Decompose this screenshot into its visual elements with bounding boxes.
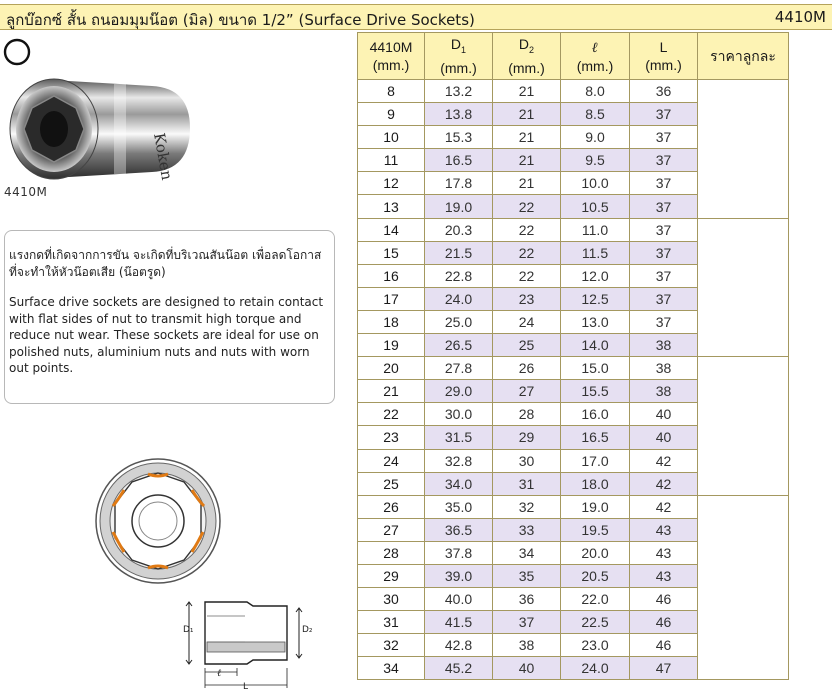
cell-price: [698, 357, 789, 496]
cell-size: 14: [358, 218, 425, 241]
cell-d1: 36.5: [425, 518, 493, 541]
cell-d2: 25: [493, 334, 561, 357]
cell-length: 43: [630, 564, 698, 587]
cell-ell: 9.5: [561, 149, 630, 172]
cell-d1: 19.0: [425, 195, 493, 218]
cell-size: 32: [358, 634, 425, 657]
table-row: [358, 495, 789, 518]
cell-d1: 42.8: [425, 634, 493, 657]
cell-length: 38: [630, 357, 698, 380]
cell-d2: 36: [493, 588, 561, 611]
cell-length: 46: [630, 634, 698, 657]
header-d2: $D_2$ (mm.): [493, 33, 561, 80]
cell-size: 16: [358, 264, 425, 287]
cell-d1: 34.0: [425, 472, 493, 495]
l-label: L: [243, 682, 249, 692]
cell-ell: 19.0: [561, 495, 630, 518]
cell-size: 8: [358, 80, 425, 103]
cell-d2: 38: [493, 634, 561, 657]
cell-d1: 41.5: [425, 611, 493, 634]
socket-side-view-diagram: [175, 596, 325, 694]
description-box: [4, 230, 335, 404]
cell-length: 38: [630, 334, 698, 357]
cell-d2: 26: [493, 357, 561, 380]
cell-size: 29: [358, 564, 425, 587]
header-size: 4410M (mm.): [358, 33, 425, 80]
cell-ell: 14.0: [561, 334, 630, 357]
cell-length: 37: [630, 149, 698, 172]
cell-length: 37: [630, 195, 698, 218]
cell-ell: 8.5: [561, 103, 630, 126]
cell-d2: 22: [493, 195, 561, 218]
cell-d1: 27.8: [425, 357, 493, 380]
cell-ell: 12.0: [561, 264, 630, 287]
cell-ell: 22.5: [561, 611, 630, 634]
cell-d2: 23: [493, 287, 561, 310]
cell-d2: 33: [493, 518, 561, 541]
cell-length: 37: [630, 218, 698, 241]
cell-length: 37: [630, 241, 698, 264]
table-header-row: [358, 33, 789, 80]
cell-ell: 23.0: [561, 634, 630, 657]
cell-d2: 22: [493, 218, 561, 241]
cell-d2: 31: [493, 472, 561, 495]
cell-size: 15: [358, 241, 425, 264]
description-english: Surface drive sockets are designed to retain contact with flat sides of nut to transmit high torque and reduce nut wear. These sockets are ideal for use on polished nuts, aluminium nuts and nuts with worn out points.: [9, 295, 324, 375]
header-length: L (mm.): [630, 33, 698, 80]
d1-label: D₁: [183, 625, 194, 635]
cell-ell: 11.0: [561, 218, 630, 241]
cell-d1: 39.0: [425, 564, 493, 587]
cell-d1: 20.3: [425, 218, 493, 241]
cell-ell: 16.0: [561, 403, 630, 426]
cell-d2: 34: [493, 541, 561, 564]
cell-d1: 22.8: [425, 264, 493, 287]
cell-length: 36: [630, 80, 698, 103]
cell-d1: 31.5: [425, 426, 493, 449]
cell-ell: 22.0: [561, 588, 630, 611]
cell-ell: 15.0: [561, 357, 630, 380]
cell-length: 38: [630, 380, 698, 403]
cell-size: 11: [358, 149, 425, 172]
cell-d1: 40.0: [425, 588, 493, 611]
cell-size: 26: [358, 495, 425, 518]
cell-d1: 26.5: [425, 334, 493, 357]
cell-d2: 22: [493, 241, 561, 264]
cell-size: 24: [358, 449, 425, 472]
photo-caption: 4410M: [4, 185, 48, 199]
cell-d2: 21: [493, 80, 561, 103]
cell-d2: 30: [493, 449, 561, 472]
cell-size: 21: [358, 380, 425, 403]
cell-length: 40: [630, 403, 698, 426]
cell-d1: 16.5: [425, 149, 493, 172]
product-code: 4410M: [774, 8, 826, 26]
cell-ell: 24.0: [561, 657, 630, 680]
cell-d1: 21.5: [425, 241, 493, 264]
cell-length: 37: [630, 287, 698, 310]
header-ell: ℓ (mm.): [561, 33, 630, 80]
svg-text:Koken: Koken: [150, 131, 177, 182]
cell-d2: 40: [493, 657, 561, 680]
cell-size: 10: [358, 126, 425, 149]
cell-price: [698, 80, 789, 219]
header-price: ราคาลูกละ: [698, 33, 789, 80]
cell-size: 17: [358, 287, 425, 310]
cell-length: 43: [630, 518, 698, 541]
cell-size: 23: [358, 426, 425, 449]
cell-price: [698, 495, 789, 680]
cell-size: 34: [358, 657, 425, 680]
socket-photo: [4, 72, 190, 184]
cell-ell: 16.5: [561, 426, 630, 449]
cell-size: 28: [358, 541, 425, 564]
cell-d1: 30.0: [425, 403, 493, 426]
cell-size: 9: [358, 103, 425, 126]
cell-ell: 15.5: [561, 380, 630, 403]
cell-d2: 21: [493, 149, 561, 172]
cell-ell: 20.0: [561, 541, 630, 564]
cell-length: 46: [630, 611, 698, 634]
d2-label: D₂: [302, 625, 313, 635]
table-row: [358, 80, 789, 103]
cell-length: 37: [630, 126, 698, 149]
cell-d2: 21: [493, 172, 561, 195]
cell-ell: 20.5: [561, 564, 630, 587]
cell-ell: 13.0: [561, 310, 630, 333]
cell-d2: 27: [493, 380, 561, 403]
cell-ell: 11.5: [561, 241, 630, 264]
cell-length: 42: [630, 472, 698, 495]
cell-ell: 12.5: [561, 287, 630, 310]
cell-ell: 10.5: [561, 195, 630, 218]
cell-length: 42: [630, 495, 698, 518]
cell-d2: 29: [493, 426, 561, 449]
cell-size: 27: [358, 518, 425, 541]
description-thai: แรงกดที่เกิดจากการขัน จะเกิดที่บริเวณสันน๊อต เพื่อลดโอกาสที่จะทำให้หัวน๊อตเสีย (น๊อตรูด): [9, 248, 322, 279]
cell-size: 22: [358, 403, 425, 426]
cell-d1: 25.0: [425, 310, 493, 333]
cell-d1: 15.3: [425, 126, 493, 149]
cell-length: 40: [630, 426, 698, 449]
cell-d2: 22: [493, 264, 561, 287]
cell-length: 47: [630, 657, 698, 680]
cell-d1: 13.2: [425, 80, 493, 103]
cell-size: 13: [358, 195, 425, 218]
cell-size: 18: [358, 310, 425, 333]
cell-d2: 28: [493, 403, 561, 426]
hexagon-icon: [3, 38, 31, 66]
cell-d1: 35.0: [425, 495, 493, 518]
cell-size: 25: [358, 472, 425, 495]
cell-size: 20: [358, 357, 425, 380]
table-row: [358, 357, 789, 380]
cell-d1: 13.8: [425, 103, 493, 126]
page-title: ลูกบ๊อกซ์ สั้น ถนอมมุมน๊อต (มิล) ขนาด 1/2” (Surface Drive Sockets): [6, 11, 475, 29]
cell-d2: 21: [493, 126, 561, 149]
cell-size: 31: [358, 611, 425, 634]
cell-d1: 24.0: [425, 287, 493, 310]
cell-ell: 19.5: [561, 518, 630, 541]
header-bar: [0, 4, 832, 30]
table-row: [358, 218, 789, 241]
cell-size: 19: [358, 334, 425, 357]
cell-d2: 24: [493, 310, 561, 333]
cell-length: 37: [630, 310, 698, 333]
ell-label: ℓ: [217, 668, 222, 679]
cell-ell: 17.0: [561, 449, 630, 472]
cell-d2: 32: [493, 495, 561, 518]
cell-d2: 35: [493, 564, 561, 587]
cell-length: 37: [630, 172, 698, 195]
cell-price: [698, 218, 789, 357]
cell-length: 46: [630, 588, 698, 611]
cell-ell: 8.0: [561, 80, 630, 103]
cell-d1: 45.2: [425, 657, 493, 680]
header-d1: $D_1$ (mm.): [425, 33, 493, 80]
cell-length: 43: [630, 541, 698, 564]
socket-top-view-diagram: [88, 456, 228, 586]
cell-length: 37: [630, 264, 698, 287]
cell-length: 37: [630, 103, 698, 126]
cell-d1: 17.8: [425, 172, 493, 195]
cell-d1: 29.0: [425, 380, 493, 403]
cell-ell: 18.0: [561, 472, 630, 495]
cell-d1: 37.8: [425, 541, 493, 564]
cell-d2: 21: [493, 103, 561, 126]
spec-table: [357, 32, 789, 680]
cell-size: 30: [358, 588, 425, 611]
cell-ell: 10.0: [561, 172, 630, 195]
cell-d2: 37: [493, 611, 561, 634]
cell-ell: 9.0: [561, 126, 630, 149]
cell-size: 12: [358, 172, 425, 195]
cell-length: 42: [630, 449, 698, 472]
cell-d1: 32.8: [425, 449, 493, 472]
